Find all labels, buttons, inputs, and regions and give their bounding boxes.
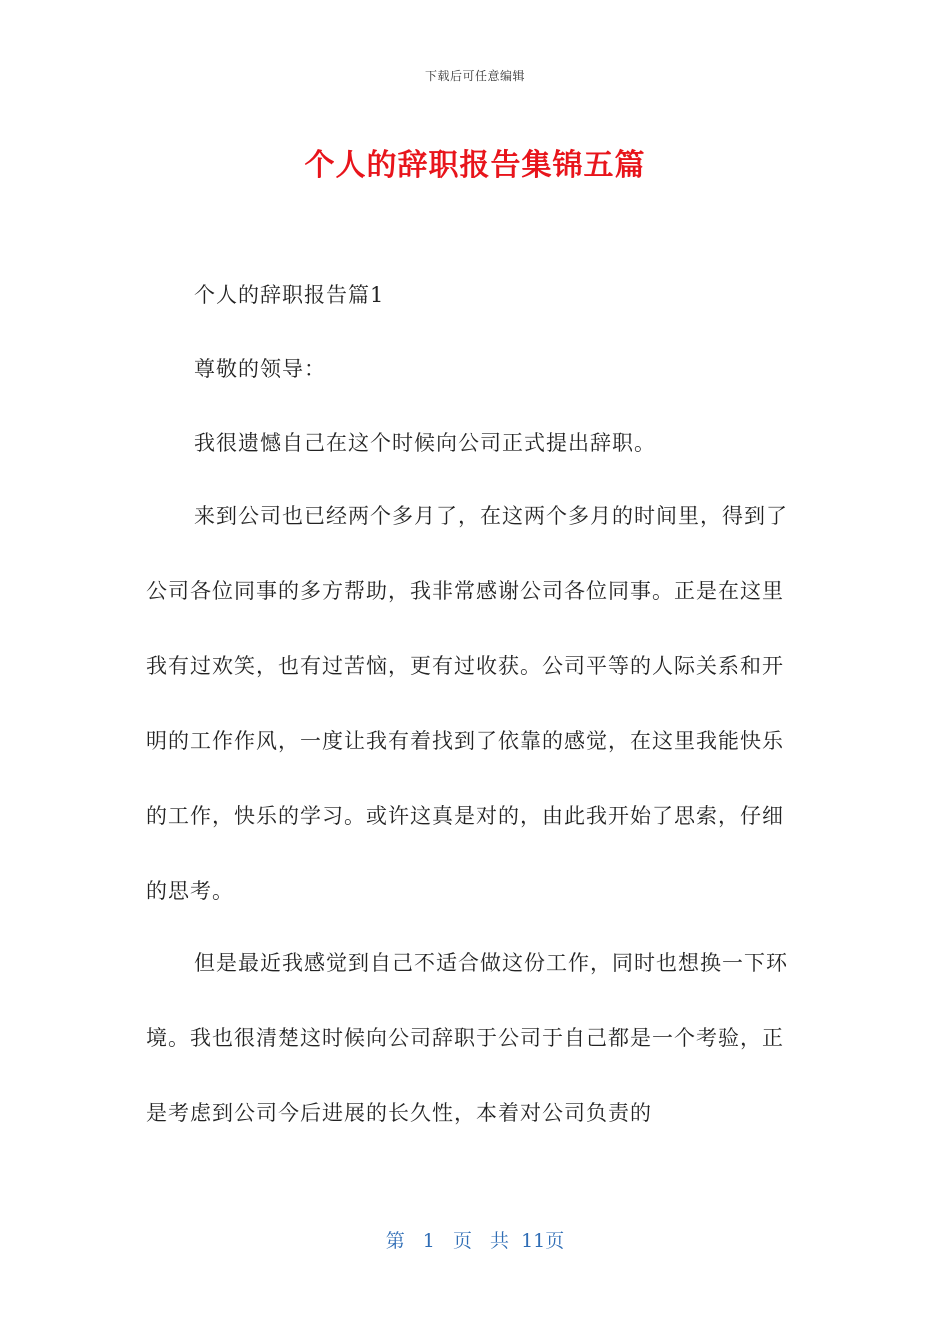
page-prefix: 第: [385, 1230, 405, 1252]
document-body: [146, 276, 796, 1151]
page-footer: [0, 1226, 950, 1253]
total-pages: 11页: [521, 1230, 565, 1252]
header-note: 下载后可任意编辑: [424, 69, 525, 83]
total-prefix: 共: [490, 1230, 510, 1252]
paragraph: 我很遗憾自己在这个时候向公司正式提出辞职。: [194, 431, 656, 455]
page-number: 1: [422, 1230, 435, 1252]
paragraph: 但是最近我感觉到自己不适合做这份工作，同时也想换一下环境。我也很清楚这时候向公司辞职于公司于自己都是一个考验，正是考虑到公司今后进展的长久性，本着对公司负责的: [146, 951, 788, 1125]
paragraph: 来到公司也已经两个多月了，在这两个多月的时间里，得到了公司各位同事的多方帮助，我非常感谢公司各位同事。正是在这里我有过欢笑，也有过苦恼，更有过收获。公司平等的人际关系和开明的工作作风，一度让我有着找到了依靠的感觉，在这里我能快乐的工作，快乐的学习。或许这真是对的，由此我开始了思索，仔细的思考。: [146, 504, 788, 903]
document-title: 个人的辞职报告集锦五篇: [304, 148, 646, 183]
page-word: 页: [452, 1230, 472, 1252]
salutation: 尊敬的领导：: [194, 357, 326, 381]
section-heading: 个人的辞职报告篇1: [194, 283, 385, 307]
